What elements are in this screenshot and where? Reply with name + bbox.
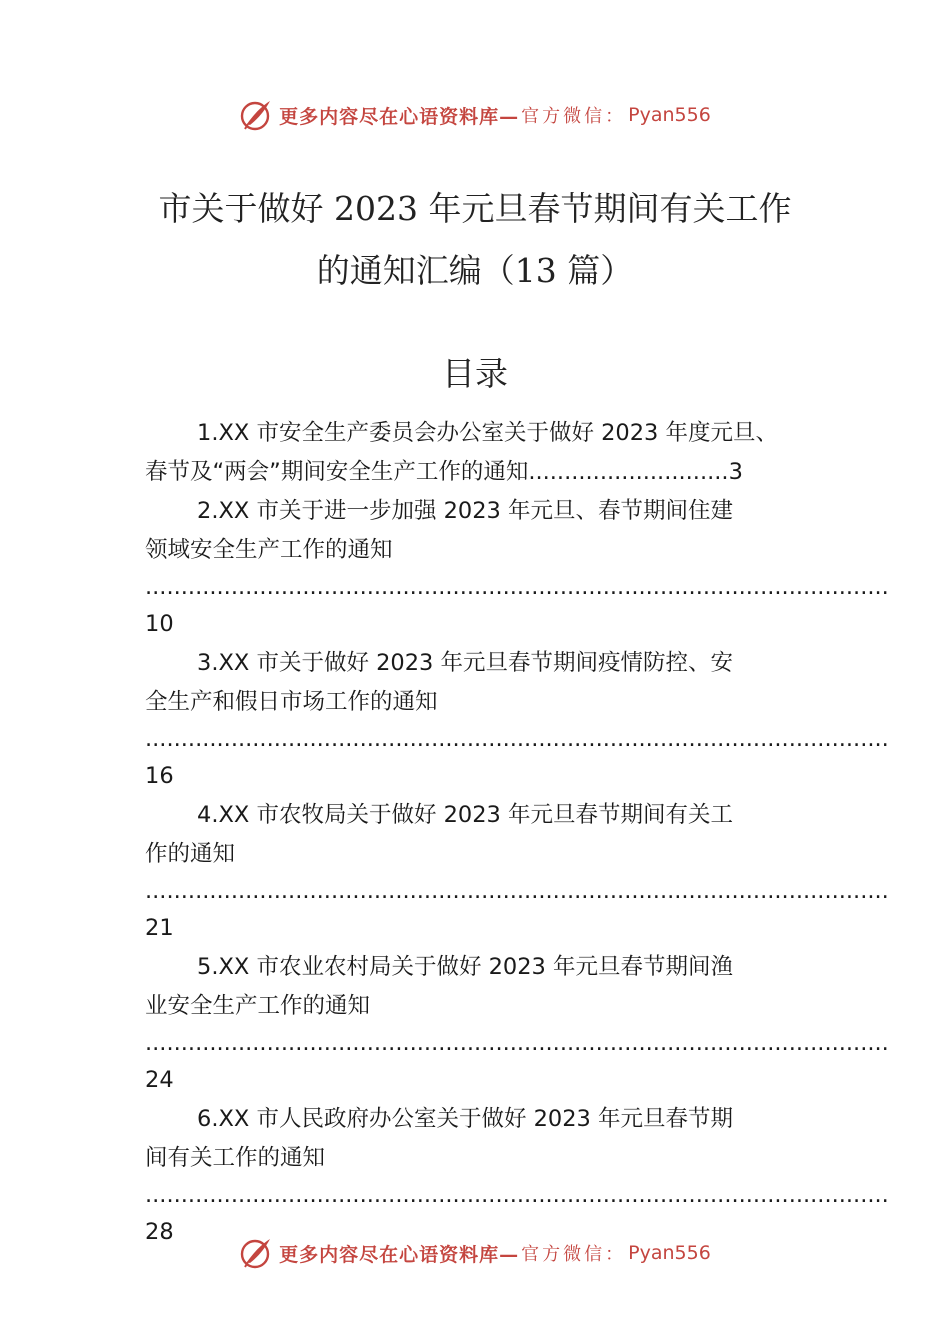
toc-entry-line-1: 3.XX 市关于做好 2023 年元旦春节期间疫情防控、安 — [197, 650, 734, 676]
banner-slogan: 更多内容尽在心语资料库— — [279, 105, 520, 128]
toc-entry-line-2: 领域安全生产工作的通知 — [145, 537, 393, 563]
toc-entry-line-1: 1.XX 市安全生产委员会办公室关于做好 2023 年度元旦、 — [197, 420, 779, 446]
toc-entry-5[interactable] — [145, 948, 889, 1100]
toc-leader-dots: ........................................................................................................ — [145, 574, 889, 600]
banner-wechat-id: Pyan556 — [628, 104, 711, 126]
toc-leader-dots: ........................................................................................................ — [145, 1182, 889, 1208]
toc-page-number: 16 — [145, 763, 174, 789]
banner-slogan: 更多内容尽在心语资料库— — [279, 1243, 520, 1266]
toc-entry-3[interactable] — [145, 644, 889, 796]
toc-entry-2[interactable] — [145, 492, 889, 644]
toc-page-number: 28 — [145, 1219, 174, 1245]
document-title — [0, 178, 950, 302]
toc-leader-dots: ........................................................................................................ — [145, 1030, 889, 1056]
toc-entry-line-2: 全生产和假日市场工作的通知 — [145, 689, 438, 715]
quill-logo-icon — [239, 1236, 273, 1270]
toc-page-number: 21 — [145, 915, 174, 941]
toc-entry-line-2: 春节及“两会”期间安全生产工作的通知............................3 — [145, 459, 743, 485]
toc-entry-line-1: 6.XX 市人民政府办公室关于做好 2023 年元旦春节期 — [197, 1106, 734, 1132]
banner-wechat-label: 官方微信： — [521, 1244, 627, 1265]
banner-wechat-label: 官方微信： — [521, 106, 627, 127]
toc-leader-dots: ........................................................................................................ — [145, 878, 889, 904]
toc-entry-1[interactable] — [145, 414, 845, 492]
footer-banner — [0, 1233, 950, 1273]
toc-entry-4[interactable] — [145, 796, 889, 948]
quill-logo-icon — [239, 98, 273, 132]
toc-entry-line-2: 业安全生产工作的通知 — [145, 993, 371, 1019]
toc-heading: 目录 — [442, 354, 508, 393]
toc-entry-6[interactable] — [145, 1100, 889, 1252]
toc-entry-line-1: 2.XX 市关于进一步加强 2023 年元旦、春节期间住建 — [197, 498, 734, 524]
header-banner — [0, 95, 950, 135]
toc-entry-line-2: 作的通知 — [145, 841, 236, 867]
title-line-1: 市关于做好 2023 年元旦春节期间有关工作 — [158, 189, 792, 228]
toc-page-number: 10 — [145, 611, 174, 637]
toc-entry-line-2: 间有关工作的通知 — [145, 1145, 326, 1171]
title-line-2: 的通知汇编（13 篇） — [316, 251, 634, 290]
toc-entry-line-1: 4.XX 市农牧局关于做好 2023 年元旦春节期间有关工 — [197, 802, 734, 828]
banner-wechat-id: Pyan556 — [628, 1242, 711, 1264]
toc-page-number: 24 — [145, 1067, 174, 1093]
toc-entry-line-1: 5.XX 市农业农村局关于做好 2023 年元旦春节期间渔 — [197, 954, 734, 980]
table-of-contents — [145, 414, 889, 1252]
toc-leader-dots: ........................................................................................................ — [145, 726, 889, 752]
